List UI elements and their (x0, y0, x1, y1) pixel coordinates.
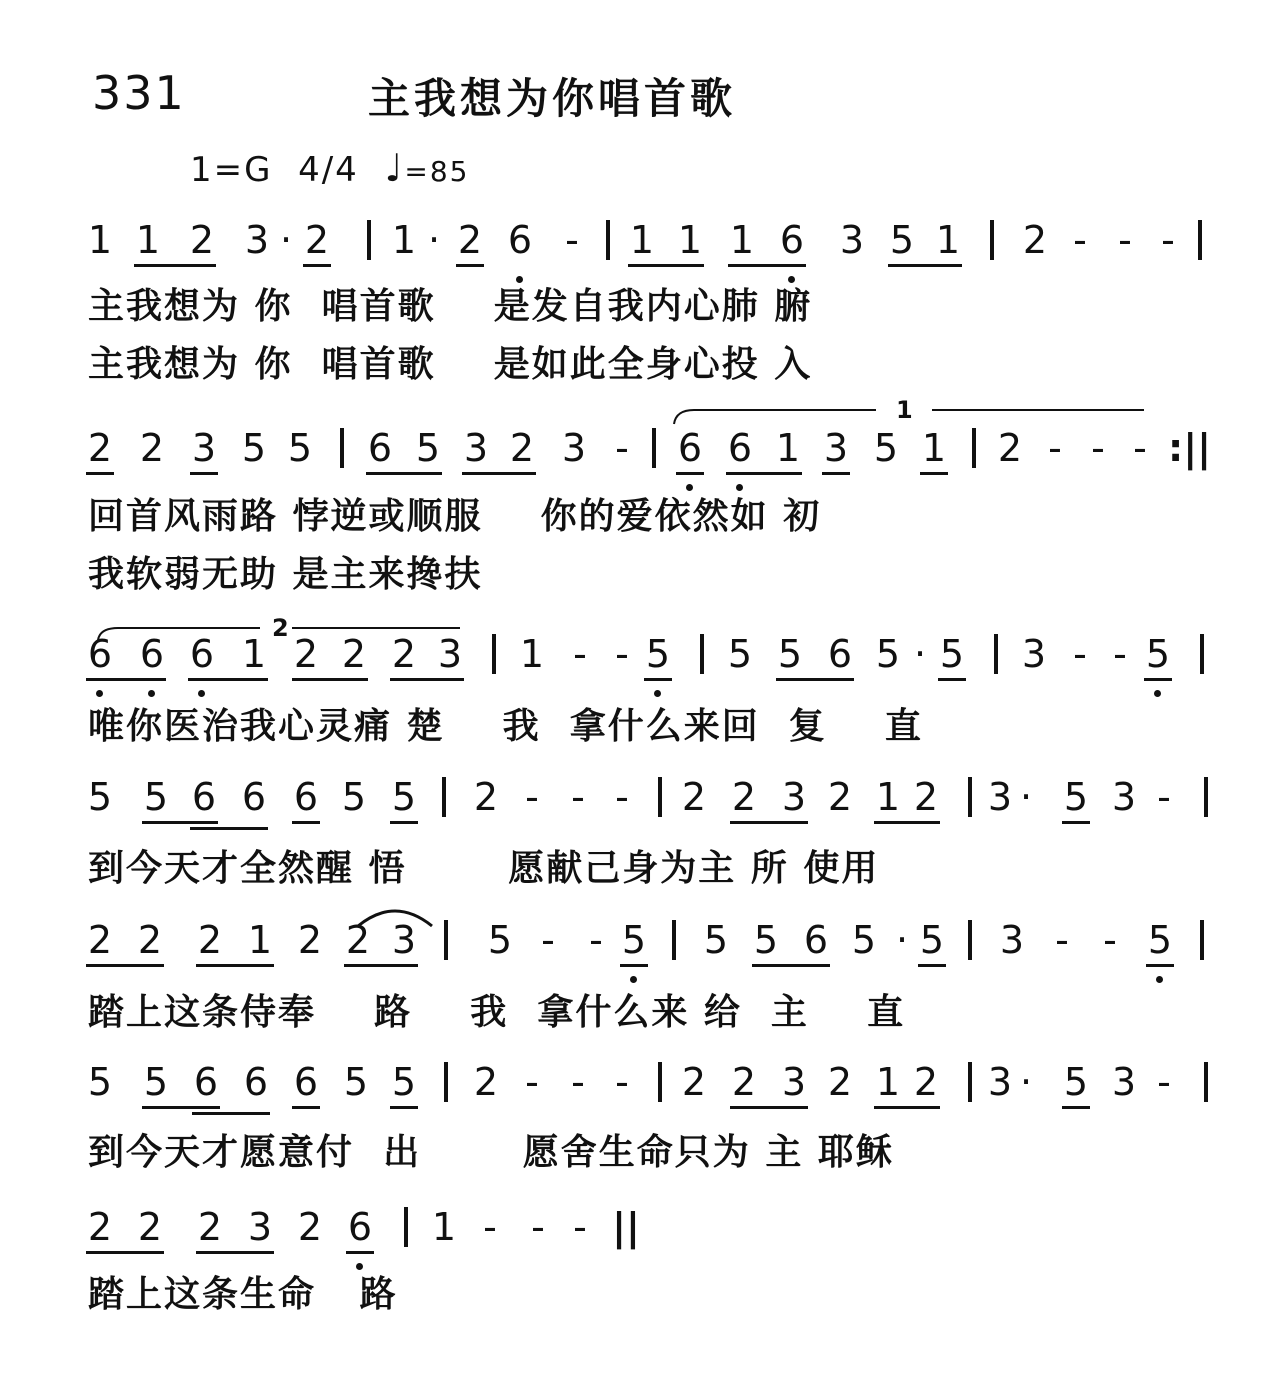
note: 2 (341, 632, 367, 676)
duration-underline (292, 1106, 320, 1109)
hymn-title: 主我想为你唱首歌 (368, 74, 737, 123)
duration-underline (190, 472, 218, 475)
note: 2 (473, 1060, 499, 1104)
duration-underline (86, 472, 114, 475)
duration-underline (1146, 964, 1174, 967)
duration-underline (196, 1251, 274, 1254)
note: 3 (244, 218, 270, 262)
note: 6 (193, 1060, 219, 1104)
dash-extension: - (1103, 918, 1117, 962)
note: 3 (987, 1060, 1013, 1104)
note: 2 (731, 1060, 757, 1104)
barline (444, 1062, 448, 1102)
dash-extension: - (571, 1060, 585, 1104)
note: 6 (507, 218, 533, 262)
note: 5 (143, 775, 169, 819)
note: 3 (999, 918, 1025, 962)
note: 3 (247, 1205, 273, 1249)
note: 2 (457, 218, 483, 262)
note: 6 (189, 632, 215, 676)
note: 5 (1145, 632, 1171, 676)
note: 1 (431, 1205, 457, 1249)
dash-extension: - (615, 632, 629, 676)
barline (606, 220, 610, 260)
barline (1204, 1062, 1208, 1102)
dash-extension: - (573, 1205, 587, 1249)
dash-extension: - (1073, 632, 1087, 676)
dash-extension: - (1048, 426, 1062, 470)
note: 3 (839, 218, 865, 262)
note: 5 (287, 426, 313, 470)
note: 5 (753, 918, 779, 962)
duration-underline (456, 264, 484, 267)
first-ending-bracket (664, 396, 1194, 426)
duration-underline (776, 678, 854, 681)
music-system-6 (0, 1060, 1171, 1130)
note: 2 (137, 918, 163, 962)
duration-underline (620, 964, 648, 967)
note: 2 (391, 632, 417, 676)
note: 1 (391, 218, 417, 262)
barline (442, 777, 446, 817)
note: 6 (347, 1205, 373, 1249)
note: 3 (391, 918, 417, 962)
note: 5 (645, 632, 671, 676)
duration-underline (390, 1106, 418, 1109)
note: 6 (727, 426, 753, 470)
duration-underline (390, 678, 464, 681)
note: 5 (777, 632, 803, 676)
note: 3 (191, 426, 217, 470)
duration-underline (874, 821, 940, 824)
note: 2 (87, 426, 113, 470)
note: 1 (519, 632, 545, 676)
lyric-line-6-1: 到今天才愿意付 出 愿舍生命只为 主 耶稣 (88, 1132, 894, 1173)
note: 5 (87, 1060, 113, 1104)
quarter-note-icon: ♩ (384, 146, 405, 190)
duration-underline (822, 472, 850, 475)
note: 5 (487, 918, 513, 962)
note: 5 (875, 632, 901, 676)
note: 6 (243, 1060, 269, 1104)
duration-underline (874, 1106, 940, 1109)
low-octave-dot (148, 690, 155, 697)
duration-underline (918, 964, 946, 967)
note: 2 (297, 918, 323, 962)
lyric-line-2-2: 我软弱无助 是主来搀扶 (88, 554, 483, 595)
lyric-line-5-1: 踏上这条侍奉 路 我 拿什么来 给 主 直 (88, 992, 906, 1033)
low-octave-dot (96, 690, 103, 697)
barline (994, 634, 998, 674)
note: 3 (1111, 775, 1137, 819)
note: 2 (304, 218, 330, 262)
duration-underline (726, 472, 802, 475)
note: 3 (437, 632, 463, 676)
first-ending-label: 1 (896, 396, 913, 424)
dash-extension: - (571, 775, 585, 819)
dash-extension: - (1133, 426, 1147, 470)
duration-underline (628, 264, 704, 267)
duration-underline (888, 264, 962, 267)
barline (972, 428, 976, 468)
dash-extension: - (1073, 218, 1087, 262)
dash-extension: - (573, 632, 587, 676)
lyric-line-1-2: 主我想为 你 唱首歌 是如此全身心投 入 (88, 344, 813, 385)
dash-extension: - (615, 1060, 629, 1104)
dash-extension: - (565, 218, 579, 262)
duration-underline (86, 678, 166, 681)
note: 5 (889, 218, 915, 262)
augmentation-dot: · (427, 218, 441, 262)
duration-underline (730, 821, 808, 824)
lyric-line-1-1: 主我想为 你 唱首歌 是发自我内心肺 腑 (88, 286, 813, 327)
note: 2 (913, 1060, 939, 1104)
note: 2 (509, 426, 535, 470)
dash-extension: - (1157, 775, 1171, 819)
dash-extension: - (1113, 632, 1127, 676)
note: 3 (823, 426, 849, 470)
barline (1200, 634, 1204, 674)
note: 6 (87, 632, 113, 676)
note: 6 (293, 1060, 319, 1104)
note: 5 (241, 426, 267, 470)
note: 2 (681, 775, 707, 819)
note: 3 (781, 775, 807, 819)
barline (968, 920, 972, 960)
dash-extension: - (483, 1205, 497, 1249)
duration-underline (190, 827, 268, 830)
lyric-line-7-1: 踏上这条生命 路 (88, 1274, 398, 1315)
note: 3 (561, 426, 587, 470)
dash-extension: - (525, 775, 539, 819)
duration-underline (920, 472, 948, 475)
low-octave-dot (1156, 976, 1163, 983)
duration-underline (344, 964, 418, 967)
note: 5 (851, 918, 877, 962)
note: 2 (297, 1205, 323, 1249)
tempo-value: =85 (404, 155, 470, 188)
augmentation-dot: · (913, 632, 927, 676)
barline (1204, 777, 1208, 817)
dash-extension: - (615, 426, 629, 470)
note: 1 (875, 775, 901, 819)
note: 5 (343, 1060, 369, 1104)
dash-extension: - (525, 1060, 539, 1104)
barline (700, 634, 704, 674)
note: 6 (367, 426, 393, 470)
note: 6 (827, 632, 853, 676)
barline (968, 1062, 972, 1102)
barline (990, 220, 994, 260)
dash-extension: - (1157, 1060, 1171, 1104)
duration-underline (134, 264, 216, 267)
augmentation-dot: · (1019, 775, 1033, 819)
note: 6 (191, 775, 217, 819)
duration-underline (142, 1106, 220, 1109)
hymn-number: 331 (92, 66, 186, 120)
duration-underline (462, 472, 536, 475)
dash-extension: - (1118, 218, 1132, 262)
note: 5 (1063, 1060, 1089, 1104)
note: 1 (87, 218, 113, 262)
note: 5 (341, 775, 367, 819)
music-system-7 (0, 1205, 1120, 1275)
dash-extension: - (1161, 218, 1175, 262)
duration-underline (86, 964, 164, 967)
barline (658, 777, 662, 817)
augmentation-dot: · (1019, 1060, 1033, 1104)
note: 5 (873, 426, 899, 470)
duration-underline (292, 678, 368, 681)
barline (404, 1207, 408, 1247)
barline (652, 428, 656, 468)
music-system-4 (0, 775, 1171, 845)
note: 2 (137, 1205, 163, 1249)
note: 6 (139, 632, 165, 676)
dash-extension: - (1055, 918, 1069, 962)
note: 2 (913, 775, 939, 819)
duration-underline (196, 964, 274, 967)
barline (444, 920, 448, 960)
duration-underline (292, 821, 320, 824)
note: 2 (827, 1060, 853, 1104)
note: 2 (1022, 218, 1048, 262)
repeat-end-barline: :|| (1168, 426, 1211, 470)
note: 3 (1021, 632, 1047, 676)
duration-underline (730, 1106, 808, 1109)
duration-underline (192, 1112, 270, 1115)
note: 2 (139, 426, 165, 470)
dash-extension: - (1091, 426, 1105, 470)
note: 2 (827, 775, 853, 819)
note: 1 (247, 918, 273, 962)
note: 2 (87, 1205, 113, 1249)
key-time-signature: 1=G 4/4 (190, 150, 359, 190)
lyric-line-4-1: 到今天才全然醒 悟 愿献己身为主 所 使用 (88, 848, 880, 889)
dash-extension: - (541, 918, 555, 962)
note: 1 (875, 1060, 901, 1104)
low-octave-dot (198, 690, 205, 697)
duration-underline (1144, 678, 1172, 681)
music-system-5 (0, 918, 1173, 988)
note: 2 (473, 775, 499, 819)
note: 5 (143, 1060, 169, 1104)
lyric-line-2-1: 回首风雨路 悖逆或顺服 你的爱依然如 初 (88, 496, 822, 537)
duration-underline (346, 1251, 374, 1254)
note: 2 (731, 775, 757, 819)
duration-underline (644, 678, 672, 681)
note: 1 (629, 218, 655, 262)
first-ending-line (664, 396, 1194, 426)
duration-underline (1062, 1106, 1090, 1109)
augmentation-dot: · (279, 218, 293, 262)
dash-extension: - (589, 918, 603, 962)
barline (367, 220, 371, 260)
lyric-line-3-1: 唯你医治我心灵痛 楚 我 拿什么来回 复 直 (88, 706, 923, 747)
note: 1 (921, 426, 947, 470)
note: 3 (1111, 1060, 1137, 1104)
duration-underline (1062, 821, 1090, 824)
music-system-3 (0, 632, 1171, 702)
augmentation-dot: · (895, 918, 909, 962)
note: 1 (935, 218, 961, 262)
note: 6 (803, 918, 829, 962)
duration-underline (728, 264, 806, 267)
note: 5 (1147, 918, 1173, 962)
duration-underline (752, 964, 830, 967)
barline (968, 777, 972, 817)
final-barline: || (612, 1205, 640, 1249)
barline (340, 428, 344, 468)
barline (1200, 920, 1204, 960)
low-octave-dot (654, 690, 661, 697)
second-ending-label: 2 (272, 614, 289, 642)
note: 6 (779, 218, 805, 262)
note: 5 (919, 918, 945, 962)
note: 3 (463, 426, 489, 470)
note: 3 (987, 775, 1013, 819)
duration-underline (303, 264, 331, 267)
note: 2 (293, 632, 319, 676)
note: 1 (729, 218, 755, 262)
note: 5 (391, 1060, 417, 1104)
note: 5 (391, 775, 417, 819)
note: 2 (197, 1205, 223, 1249)
note: 5 (87, 775, 113, 819)
note: 3 (781, 1060, 807, 1104)
barline (658, 1062, 662, 1102)
note: 2 (197, 918, 223, 962)
note: 6 (293, 775, 319, 819)
barline (672, 920, 676, 960)
note: 2 (345, 918, 371, 962)
note: 2 (189, 218, 215, 262)
note: 6 (677, 426, 703, 470)
low-octave-dot (1154, 690, 1161, 697)
note: 2 (681, 1060, 707, 1104)
note: 5 (939, 632, 965, 676)
note: 5 (415, 426, 441, 470)
note: 5 (727, 632, 753, 676)
note: 6 (241, 775, 267, 819)
low-octave-dot (630, 976, 637, 983)
music-system-2 (0, 426, 1211, 496)
dash-extension: - (531, 1205, 545, 1249)
note: 5 (621, 918, 647, 962)
duration-underline (142, 821, 218, 824)
note: 1 (241, 632, 267, 676)
duration-underline (188, 678, 268, 681)
dash-extension: - (615, 775, 629, 819)
duration-underline (938, 678, 966, 681)
duration-underline (86, 1251, 164, 1254)
note: 2 (87, 918, 113, 962)
barline (1198, 220, 1202, 260)
note: 5 (1063, 775, 1089, 819)
duration-underline (390, 821, 418, 824)
duration-underline (676, 472, 704, 475)
key-time-tempo (190, 146, 469, 190)
note: 1 (135, 218, 161, 262)
note: 2 (997, 426, 1023, 470)
note: 1 (775, 426, 801, 470)
note: 5 (703, 918, 729, 962)
barline (492, 634, 496, 674)
duration-underline (366, 472, 442, 475)
note: 1 (677, 218, 703, 262)
